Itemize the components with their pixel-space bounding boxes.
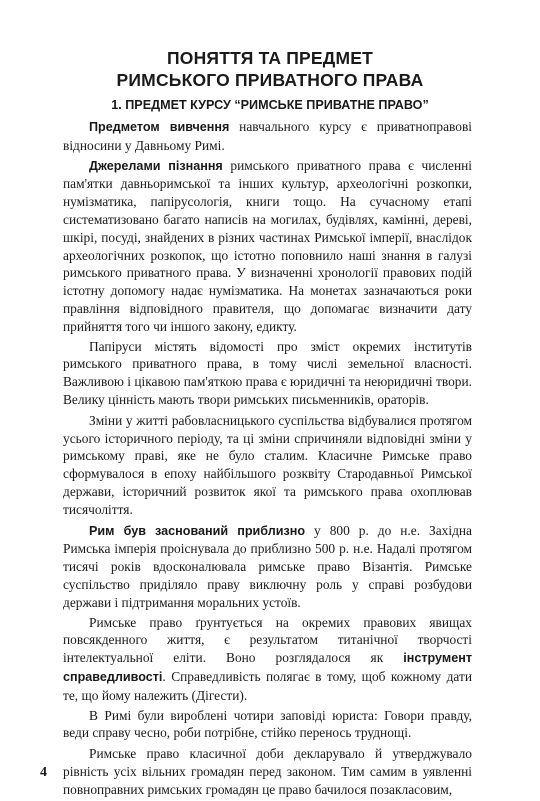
paragraph: Рим був заснований приблизно у 800 р. до н.е. Західна Римська імперія проіснувала до приблизно 500 р. н.е. Надалі протягом тисячі років вдосконалювала римське право Візантія. Римське суспільство приділяло праву виключну роль у справі розбудови держави і підтримання моральних устоїв. bbox=[63, 522, 472, 610]
paragraph: В Римі були вироблені чотири заповіді юриста: Говори правду, веди справу чесно, роби потрібне, стійко перенось труднощі. bbox=[63, 707, 472, 741]
chapter-title: ПОНЯТТЯ ТА ПРЕДМЕТ РИМСЬКОГО ПРИВАТНОГО ПРАВА bbox=[116, 48, 424, 90]
page-number: 4 bbox=[40, 765, 47, 780]
section-heading: 1. ПРЕДМЕТ КУРСУ “РИМСЬКЕ ПРИВАТНЕ ПРАВО” bbox=[111, 98, 429, 112]
body-text bbox=[63, 118, 472, 801]
paragraph: Зміни у житті рабовласницького суспільства відбувалися протягом усього історичного періоду, та ці зміни спричиняли відповідні зміни у римському праві, яке не було сталим. Класичне Римське право сформувалося в епоху найбільшого розквіту Стародавньої Римської держави, історичний розвиток якої та римського права охоплював тисячоліття. bbox=[63, 412, 472, 517]
paragraph: Римське право класичної доби декларувало й утверджувало рівність усіх вільних громадян перед законом. Тим самим в уявленні повноправних римських громадян це право бачилося позакласовим, bbox=[63, 746, 472, 797]
paragraph: Предметом вивчення навчального курсу є приватноправові відносини у Давньому Римі. bbox=[63, 119, 472, 153]
paragraph: Римське право ґрунтується на окремих правових явищах повсякденного життя, є результатом титанічної творчості інтелектуальної еліти. Воно розглядалося як інструмент справедливості. Справедливість полягає в тому, щоб кожному дати те, що йому належить (Дігести). bbox=[63, 614, 472, 703]
paragraph: Джерелами пізнання римського приватного права є численні пам'ятки давньоримської та інших культур, археологічні розкопки, нумізматика, папірусологія, книги тощо. На сучасному етапі систематизовано багато написів на могилах, будівлях, камінні, дереві, шкірі, посуді, знайдених в різних частинах Римської імперії, внаслідок археологічних розкопок, що істотно поповнило наші знання в галузі римського приватного права. У визначенні хронології правових подій істотну допомогу надає нумізматика. На монетах зазначаються роки правління відповідного правителя, що допомагає визначити дату прийняття того чи іншого закону, едикту. bbox=[63, 157, 472, 334]
paragraph: Папіруси містять відомості про зміст окремих інститутів римського приватного права, в тому числі земельної власності. Важливою і цікавою пам'яткою права є юридичні та неюридичні твори. Велику цінність мають твори римських письменників, ораторів. bbox=[63, 338, 472, 407]
